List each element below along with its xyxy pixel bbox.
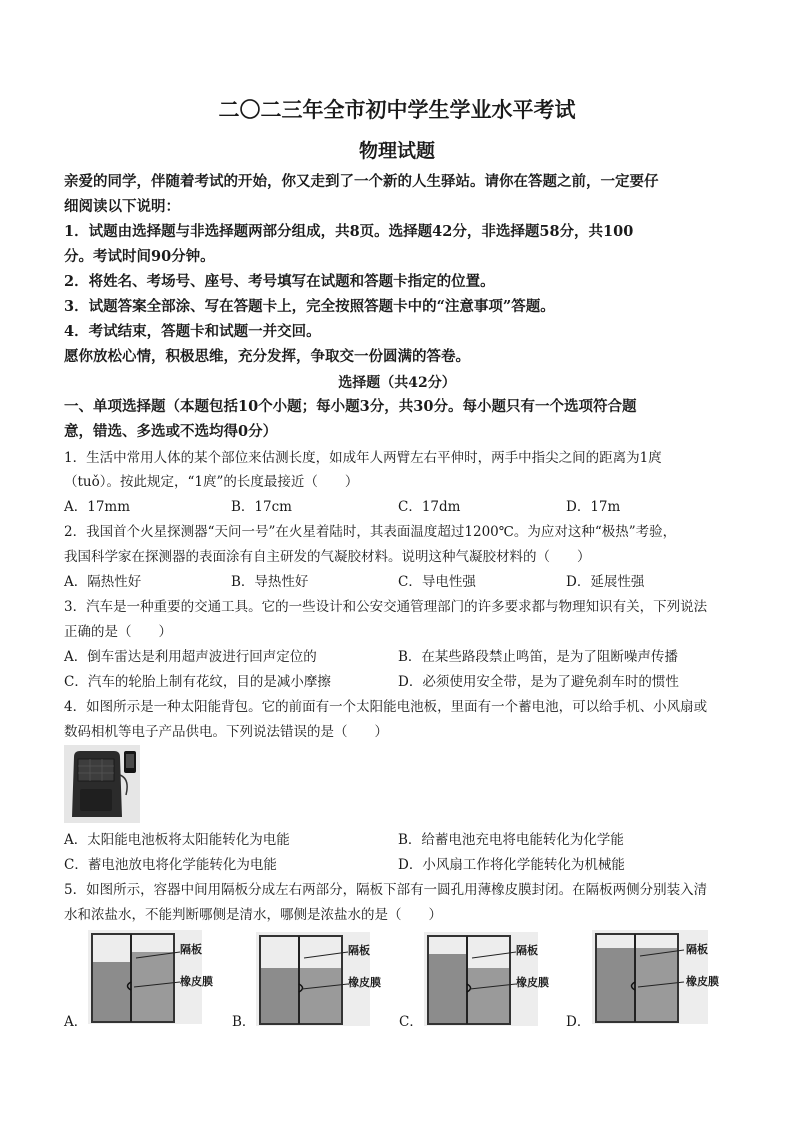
q1-option-a: A．17mm — [64, 499, 131, 515]
part-instructions-line1: 一、单项选择题（本题包括10个小题；每小题3分，共30分。每小题只有一个选项符合题 — [64, 398, 637, 415]
q5-a-label-membrane: 橡皮膜 — [180, 975, 213, 988]
q5-stem-line2: 水和浓盐水，不能判断哪侧是清水，哪侧是浓盐水的是（ ） — [64, 907, 442, 923]
q5-c-label-partition: 隔板 — [516, 944, 538, 957]
q4-option-d: D．小风扇工作将化学能转化为机械能 — [398, 857, 625, 873]
q5-option-b: B． — [232, 1014, 256, 1030]
q1-option-c: C．17dm — [398, 499, 461, 515]
intro-note3: 3．试题答案全部涂、写在答题卡上，完全按照答题卡中的“注意事项”答题。 — [64, 298, 555, 315]
q2-option-c: C．导电性强 — [398, 574, 476, 590]
q5-option-d: D． — [566, 1014, 591, 1030]
q1-option-b: B．17cm — [231, 499, 292, 515]
exam-title: 二〇二三年全市初中学生学业水平考试 — [218, 97, 576, 122]
intro-note1-line2: 分。考试时间90分钟。 — [64, 248, 215, 265]
intro-note2: 2．将姓名、考场号、座号、考号填写在试题和答题卡指定的位置。 — [64, 273, 495, 290]
q4-option-b: B．给蓄电池充电将电能转化为化学能 — [398, 832, 624, 848]
q5-b-label-membrane: 橡皮膜 — [348, 976, 381, 989]
q3-option-d: D．必须使用安全带，是为了避免刹车时的惯性 — [398, 674, 679, 690]
intro-wish: 愿你放松心情，积极思维，充分发挥，争取交一份圆满的答卷。 — [64, 348, 470, 365]
intro-note4: 4．考试结束，答题卡和试题一并交回。 — [64, 323, 321, 340]
q5-option-a: A． — [64, 1014, 88, 1030]
q3-stem-line2: 正确的是（ ） — [64, 624, 172, 640]
q1-stem-line2: （tuǒ）。按此规定，“1庹”的长度最接近（ ） — [64, 474, 359, 490]
q5-d-label-partition: 隔板 — [686, 943, 708, 956]
q2-option-b: B．导热性好 — [231, 574, 309, 590]
q1-option-d: D．17m — [566, 499, 621, 515]
q4-option-a: A．太阳能电池板将太阳能转化为电能 — [64, 832, 290, 848]
q5-option-c: C． — [399, 1014, 423, 1030]
q3-option-b: B．在某些路段禁止鸣笛，是为了阻断噪声传播 — [398, 649, 678, 665]
q4-stem-line2: 数码相机等电子产品供电。下列说法错误的是（ ） — [64, 724, 388, 740]
q5-b-label-partition: 隔板 — [348, 944, 370, 957]
q5-c-label-membrane: 橡皮膜 — [516, 976, 549, 989]
q5-a-label-partition: 隔板 — [180, 943, 202, 956]
intro-greeting-line1: 亲爱的同学，伴随着考试的开始，你又走到了一个新的人生驿站。请你在答题之前，一定要仔 — [64, 173, 659, 190]
q3-option-c: C．汽车的轮胎上制有花纹，目的是减小摩擦 — [64, 674, 331, 690]
part-instructions-line2: 意，错选、多选或不选均得0分） — [64, 423, 278, 440]
q3-option-a: A．倒车雷达是利用超声波进行回声定位的 — [64, 649, 317, 665]
q5-stem-line1: 5．如图所示，容器中间用隔板分成左右两部分，隔板下部有一圆孔用薄橡皮膜封闭。在隔板两侧分别装入清 — [64, 882, 708, 898]
q2-stem-line1: 2．我国首个火星探测器“天问一号”在火星着陆时，其表面温度超过1200℃。为应对这种“极热”考验， — [64, 524, 677, 540]
q3-stem-line1: 3．汽车是一种重要的交通工具。它的一些设计和公安交通管理部门的许多要求都与物理知识有关，下列说法 — [64, 599, 708, 615]
q2-stem-line2: 我国科学家在探测器的表面涂有自主研发的气凝胶材料。说明这种气凝胶材料的（ ） — [64, 549, 591, 565]
q2-option-a: A．隔热性好 — [64, 574, 142, 590]
q5-d-label-membrane: 橡皮膜 — [686, 975, 719, 988]
solar-backpack-photo — [64, 745, 140, 823]
section-heading: 选择题（共42分） — [338, 375, 456, 391]
q4-stem-line1: 4．如图所示是一种太阳能背包。它的前面有一个太阳能电池板，里面有一个蓄电池，可以给手机、小风扇或 — [64, 699, 708, 715]
q4-option-c: C．蓄电池放电将化学能转化为电能 — [64, 857, 277, 873]
exam-subtitle: 物理试题 — [358, 140, 435, 162]
q1-stem-line1: 1．生活中常用人体的某个部位来估测长度，如成年人两臂左右平伸时，两手中指尖之间的距离为1庹 — [64, 450, 662, 466]
intro-note1-line1: 1．试题由选择题与非选择题两部分组成，共8页。选择题42分，非选择题58分，共100 — [64, 223, 634, 240]
q2-option-d: D．延展性强 — [566, 574, 645, 590]
intro-greeting-line2: 细阅读以下说明： — [64, 198, 180, 215]
